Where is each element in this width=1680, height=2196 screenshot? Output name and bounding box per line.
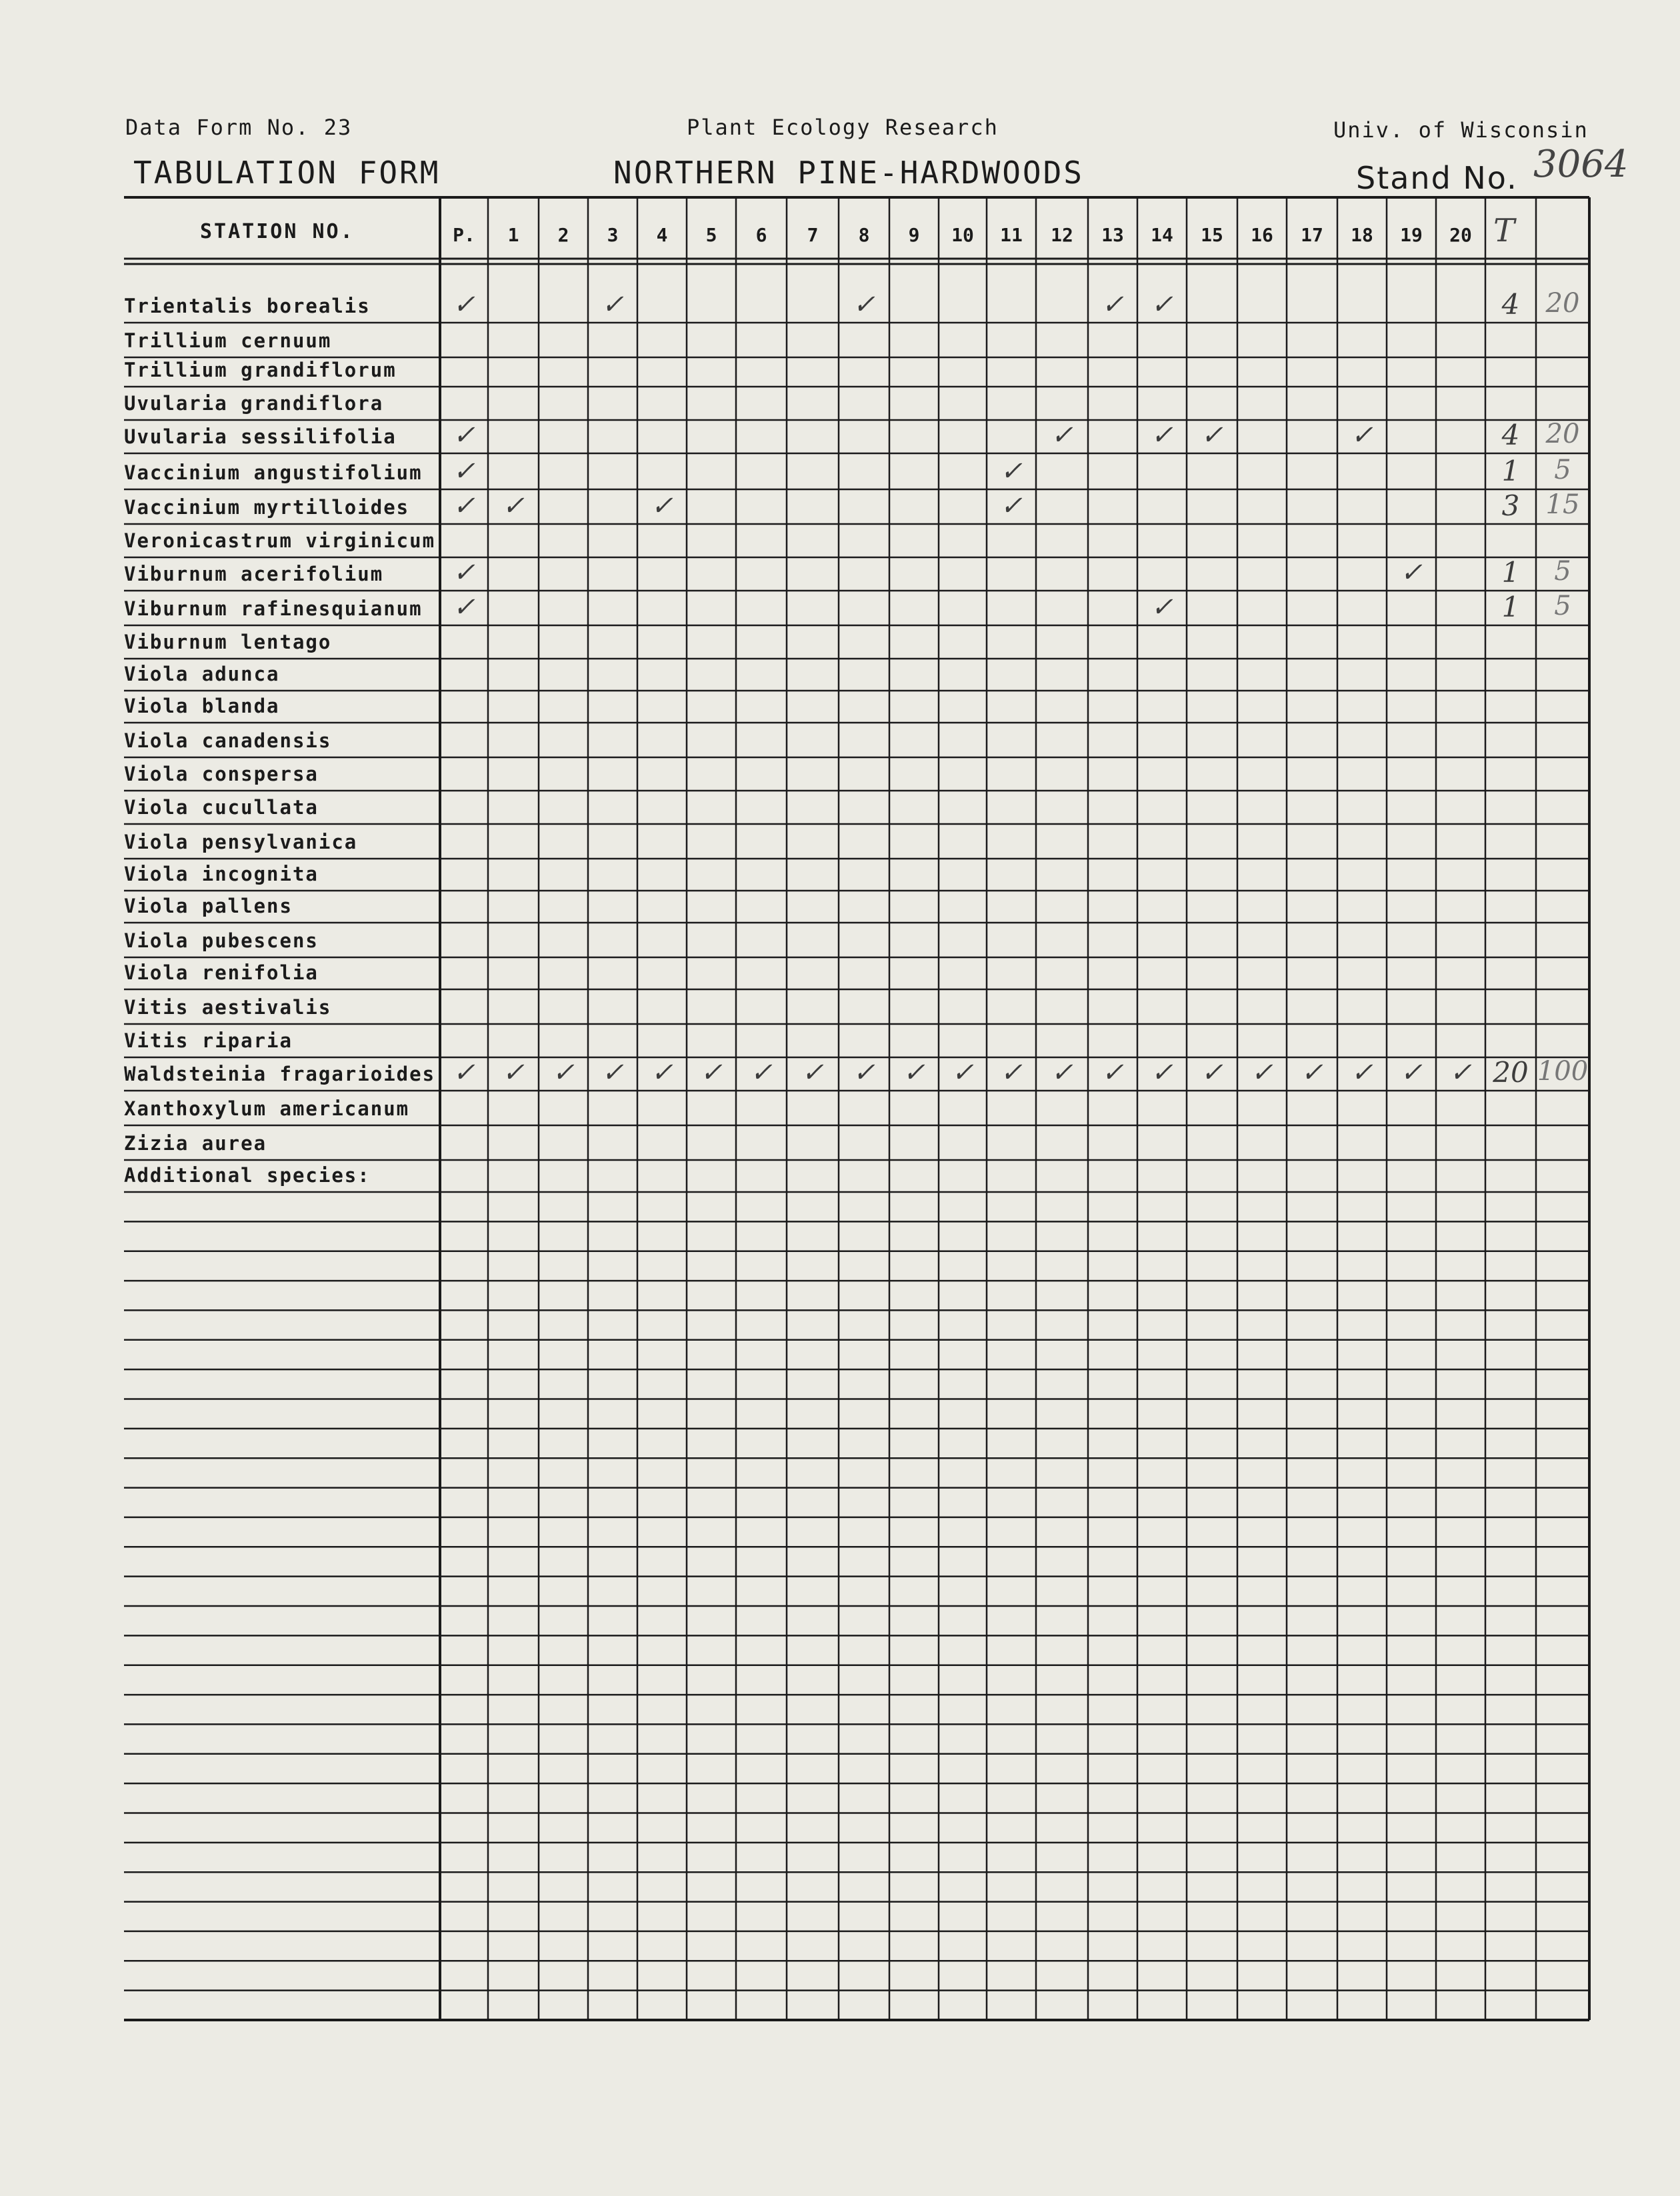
species-name: Viola incognita <box>124 863 319 885</box>
species-name: Viola conspersa <box>124 763 319 785</box>
check-mark: ✓ <box>1101 1057 1124 1088</box>
check-mark: ✓ <box>453 1057 475 1088</box>
row-total: 3 <box>1501 489 1520 522</box>
column-header-station: 6 <box>755 224 767 246</box>
row-frequency-percent: 5 <box>1554 455 1571 485</box>
species-name: Viburnum lentago <box>124 631 332 653</box>
column-header-station: 19 <box>1400 224 1423 246</box>
check-mark: ✓ <box>1051 1057 1073 1088</box>
species-name: Veronicastrum virginicum <box>124 529 436 552</box>
row-frequency-percent: 5 <box>1554 591 1571 621</box>
check-mark: ✓ <box>903 1057 925 1088</box>
row-total: 1 <box>1501 455 1520 487</box>
species-name: Viola pubescens <box>124 929 319 952</box>
row-total: 4 <box>1501 419 1520 451</box>
species-name: Viburnum acerifolium <box>124 563 384 585</box>
check-mark: ✓ <box>502 491 525 521</box>
check-mark: ✓ <box>1301 1057 1323 1088</box>
check-mark: ✓ <box>1101 289 1124 320</box>
column-header-station: 15 <box>1201 224 1223 246</box>
row-frequency-percent: 100 <box>1537 1056 1589 1087</box>
column-header-station: 17 <box>1301 224 1323 246</box>
row-frequency-percent: 5 <box>1554 556 1571 587</box>
check-mark: ✓ <box>1151 1057 1173 1088</box>
column-header-station: 1 <box>507 224 519 246</box>
column-header-station: 11 <box>1000 224 1023 246</box>
check-mark: ✓ <box>552 1057 575 1088</box>
check-mark: ✓ <box>601 1057 624 1088</box>
check-mark: ✓ <box>1400 1057 1423 1088</box>
stand-number-value: 3064 <box>1533 143 1629 186</box>
check-mark: ✓ <box>1151 592 1173 623</box>
species-name: Viola adunca <box>124 663 280 685</box>
station-number-header: STATION NO. <box>200 220 355 243</box>
species-name: Viola pensylvanica <box>124 831 358 853</box>
row-frequency-percent: 20 <box>1545 288 1580 319</box>
species-name: Waldsteinia fragarioides <box>124 1063 436 1085</box>
species-name: Xanthoxylum americanum <box>124 1097 410 1120</box>
species-name: Vitis aestivalis <box>124 996 332 1019</box>
check-mark: ✓ <box>1000 491 1023 521</box>
column-header-station: P. <box>453 224 475 246</box>
row-total: 1 <box>1501 591 1520 623</box>
check-mark: ✓ <box>1151 420 1173 451</box>
check-mark: ✓ <box>651 1057 673 1088</box>
column-header-station: 18 <box>1351 224 1373 246</box>
check-mark: ✓ <box>1051 420 1073 451</box>
check-mark: ✓ <box>1151 289 1173 320</box>
row-total: 4 <box>1501 288 1520 321</box>
row-frequency-percent: 20 <box>1545 419 1580 449</box>
check-mark: ✓ <box>853 1057 875 1088</box>
column-header-station: 10 <box>951 224 974 246</box>
species-name: Viola renifolia <box>124 961 319 984</box>
check-mark: ✓ <box>502 1057 525 1088</box>
column-header-station: 13 <box>1101 224 1124 246</box>
check-mark: ✓ <box>853 289 875 320</box>
row-frequency-percent: 15 <box>1545 489 1580 520</box>
check-mark: ✓ <box>453 420 475 451</box>
species-name: Trillium cernuum <box>124 329 332 352</box>
column-header-station: 20 <box>1449 224 1472 246</box>
organization: Plant Ecology Research <box>687 115 999 140</box>
university: Univ. of Wisconsin <box>1333 117 1589 143</box>
species-name: Vaccinium angustifolium <box>124 461 423 484</box>
form-number: Data Form No. 23 <box>125 115 353 140</box>
check-mark: ✓ <box>1449 1057 1472 1088</box>
species-name: Vaccinium myrtilloides <box>124 496 410 519</box>
column-header-station: 5 <box>705 224 717 246</box>
column-header-station: 12 <box>1051 224 1073 246</box>
row-total: 20 <box>1493 1056 1529 1089</box>
check-mark: ✓ <box>1251 1057 1273 1088</box>
check-mark: ✓ <box>1351 1057 1373 1088</box>
species-name: Trillium grandiflorum <box>124 359 397 381</box>
check-mark: ✓ <box>1351 420 1373 451</box>
check-mark: ✓ <box>601 289 624 320</box>
species-name: Uvularia grandiflora <box>124 392 384 415</box>
species-name: Viola blanda <box>124 695 280 717</box>
check-mark: ✓ <box>1000 1057 1023 1088</box>
species-name: Viola canadensis <box>124 729 332 752</box>
check-mark: ✓ <box>700 1057 723 1088</box>
form-title: TABULATION FORM <box>133 155 441 191</box>
species-name: Zizia aurea <box>124 1132 267 1155</box>
species-name: Vitis riparia <box>124 1029 293 1052</box>
species-name: Viburnum rafinesquianum <box>124 597 423 620</box>
column-header-station: 9 <box>908 224 920 246</box>
stand-number-label: Stand No. <box>1356 160 1518 196</box>
column-header-station: 4 <box>656 224 668 246</box>
row-total: 1 <box>1501 556 1520 589</box>
column-header-station: 3 <box>607 224 619 246</box>
column-header-station: 2 <box>557 224 569 246</box>
species-name: Trientalis borealis <box>124 295 371 317</box>
check-mark: ✓ <box>951 1057 974 1088</box>
check-mark: ✓ <box>1201 1057 1223 1088</box>
species-name: Viola pallens <box>124 895 293 917</box>
species-name: Uvularia sessilifolia <box>124 425 397 448</box>
column-header-station: 7 <box>807 224 819 246</box>
column-header-station: 14 <box>1151 224 1173 246</box>
check-mark: ✓ <box>1400 557 1423 588</box>
check-mark: ✓ <box>453 592 475 623</box>
check-mark: ✓ <box>453 491 475 521</box>
check-mark: ✓ <box>750 1057 773 1088</box>
total-column-header: T <box>1493 212 1515 249</box>
check-mark: ✓ <box>801 1057 824 1088</box>
column-header-station: 16 <box>1251 224 1273 246</box>
species-name: Viola cucullata <box>124 796 319 819</box>
region-title: NORTHERN PINE-HARDWOODS <box>613 155 1084 191</box>
check-mark: ✓ <box>453 557 475 588</box>
check-mark: ✓ <box>453 456 475 487</box>
check-mark: ✓ <box>453 289 475 320</box>
check-mark: ✓ <box>651 491 673 521</box>
species-name: Additional species: <box>124 1164 371 1187</box>
column-header-station: 8 <box>858 224 870 246</box>
check-mark: ✓ <box>1201 420 1223 451</box>
check-mark: ✓ <box>1000 456 1023 487</box>
